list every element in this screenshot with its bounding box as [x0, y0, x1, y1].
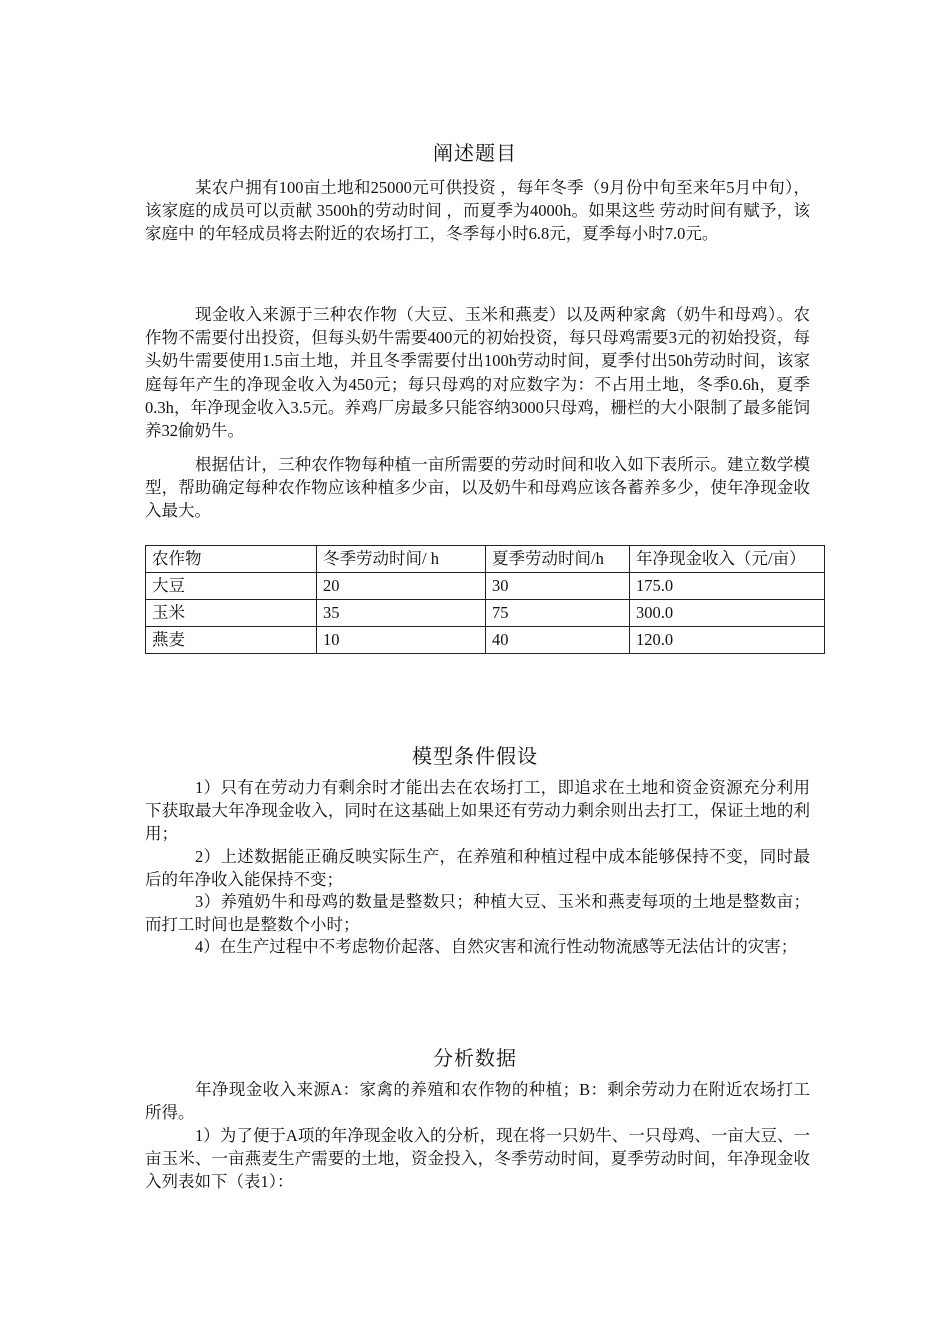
table-header-cell: 夏季劳动时间/h — [486, 546, 630, 573]
table-cell: 175.0 — [630, 573, 825, 600]
table-row — [146, 600, 825, 627]
table-cell: 玉米 — [146, 600, 317, 627]
table-cell: 燕麦 — [146, 627, 317, 654]
problem-paragraph-2: 现金收入来源于三种农作物（大豆、玉米和燕麦）以及两种家禽（奶牛和母鸡）。农作物不需要付出投资，但每头奶牛需要400元的初始投资，每只母鸡需要3元的初始投资，每头奶牛需要使用1.5亩土地，并且冬季需要付出100h劳动时间，夏季付出50h劳动时间，该家庭每年产生的净现金收入为450元；每只母鸡的对应数字为：不占用土地，冬季0.6h，夏季0.3h，年净现金收入3.5元。养鸡厂房最多只能容纳3000只母鸡，栅栏的大小限制了最多能饲养32偷奶牛。 — [145, 305, 811, 441]
table-cell: 10 — [317, 627, 486, 654]
table-header-row — [146, 546, 825, 573]
analysis-title: 分析数据 — [433, 1046, 517, 1070]
table-row — [146, 573, 825, 600]
table-header-cell: 冬季劳动时间/ h — [317, 546, 486, 573]
table-cell: 35 — [317, 600, 486, 627]
table-header-cell: 年净现金收入（元/亩） — [630, 546, 825, 573]
table-cell: 300.0 — [630, 600, 825, 627]
table-cell: 120.0 — [630, 627, 825, 654]
problem-paragraph-1: 某农户拥有100亩土地和25000元可供投资 ，每年冬季（9月份中旬至来年5月中旬），该家庭的成员可以贡献 3500h的劳动时间 ，而夏季为4000h。如果这些 劳动时间有赋予，该家庭中 的年轻成员将去附近的农场打工，冬季每小时6.8元，夏季每小时7.0元。 — [145, 178, 810, 244]
table-cell: 20 — [317, 573, 486, 600]
problem-paragraph-3: 根据估计，三种农作物每种植一亩所需要的劳动时间和收入如下表所示。建立数学模型，帮助确定每种农作物应该种植多少亩，以及奶牛和母鸡应该各蓄养多少，使年净现金收入最大。 — [145, 455, 810, 521]
assumption-2: 2）上述数据能正确反映实际生产，在养殖和种植过程中成本能够保持不变，同时最后的年净收入能保持不变； — [145, 847, 810, 890]
table-cell: 30 — [486, 573, 630, 600]
analysis-paragraph-2: 1）为了便于A项的年净现金收入的分析，现在将一只奶牛、一只母鸡、一亩大豆、一亩玉米、一亩燕麦生产需要的土地，资金投入，冬季劳动时间，夏季劳动时间，年净现金收入列表如下（表1）： — [145, 1126, 810, 1192]
assumptions-title: 模型条件假设 — [412, 744, 538, 768]
table-cell: 40 — [486, 627, 630, 654]
crop-labor-income-table — [145, 545, 825, 654]
table-cell: 75 — [486, 600, 630, 627]
assumption-3: 3）养殖奶牛和母鸡的数量是整数只；种植大豆、玉米和燕麦每项的土地是整数亩；而打工时间也是整数个小时； — [145, 892, 810, 935]
problem-title: 阐述题目 — [433, 141, 517, 165]
table-row — [146, 627, 825, 654]
table-cell: 大豆 — [146, 573, 317, 600]
assumption-1: 1）只有在劳动力有剩余时才能出去在农场打工，即追求在土地和资金资源充分利用下获取最大年净现金收入，同时在这基础上如果还有劳动力剩余则出去打工，保证土地的利用； — [145, 778, 810, 844]
assumption-4: 4）在生产过程中不考虑物价起落、自然灾害和流行性动物流感等无法估计的灾害； — [195, 937, 798, 956]
table-header-cell: 农作物 — [146, 546, 317, 573]
analysis-paragraph-1: 年净现金收入来源A：家禽的养殖和农作物的种植；B：剩余劳动力在附近农场打工所得。 — [145, 1080, 810, 1123]
